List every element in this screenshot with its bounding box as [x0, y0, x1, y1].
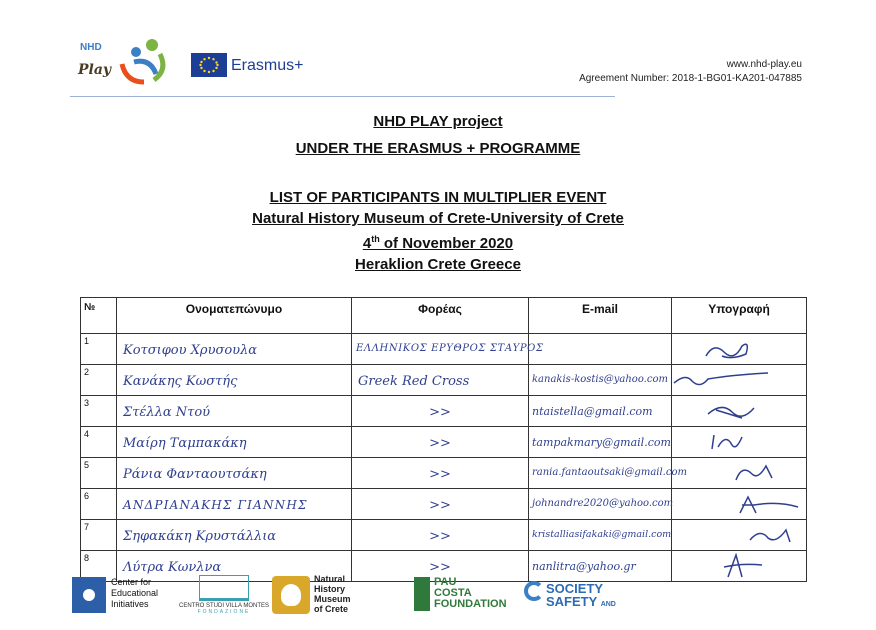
header-email: E-mail	[529, 298, 672, 334]
signature-cell	[672, 334, 807, 365]
event-date	[0, 229, 876, 254]
cei-line-2: Educational	[111, 588, 159, 598]
soc-and: AND	[600, 601, 616, 608]
email-cell	[529, 334, 672, 365]
name-cell	[117, 396, 352, 427]
header-number: №	[81, 298, 117, 334]
participants-table	[80, 297, 807, 582]
row-number: 2	[81, 365, 117, 396]
name-cell	[117, 458, 352, 489]
programme-title: UNDER THE ERASMUS + PROGRAMME	[295, 140, 581, 157]
nhm-line-3: Museum	[314, 594, 351, 604]
organization-cell	[352, 396, 529, 427]
participant-organization: >>	[429, 405, 451, 420]
nhm-line-2: History	[314, 584, 346, 594]
pau-line-1: PAU	[434, 576, 457, 588]
handwritten-signature-1	[702, 336, 772, 362]
table-row	[81, 520, 807, 551]
participant-name: Κανάκης Κωστής	[123, 374, 238, 389]
handwritten-signature-7	[746, 522, 806, 548]
organization-cell	[352, 458, 529, 489]
villa-building-icon	[199, 575, 249, 601]
nhm-line-1: Natural	[314, 574, 346, 584]
organization-cell	[352, 427, 529, 458]
villa-sub: FONDAZIONE	[197, 609, 251, 615]
participant-email: nanlitra@yahoo.gr	[532, 560, 636, 573]
organization-cell	[352, 365, 529, 396]
email-cell	[529, 458, 687, 489]
name-cell	[117, 489, 352, 520]
villa-montes-logo	[178, 575, 270, 615]
signature-cell	[672, 365, 807, 396]
signature-cell	[672, 489, 807, 520]
table-row	[81, 427, 807, 458]
event-title-block	[0, 187, 876, 275]
participant-organization: >>	[429, 560, 451, 575]
header-info	[579, 58, 802, 86]
website-link[interactable]: www.nhd-play.eu	[726, 59, 802, 70]
date-rest: of November 2020	[379, 235, 514, 252]
signature-cell	[672, 396, 807, 427]
pau-line-3: FOUNDATION	[434, 598, 507, 610]
row-number: 3	[81, 396, 117, 427]
participant-name: Στέλλα Ντού	[123, 405, 211, 420]
handwritten-signature-3	[702, 398, 772, 424]
date-day: 4	[362, 235, 372, 252]
table-row	[81, 489, 807, 520]
participant-email: ntaistella@gmail.com	[532, 405, 653, 418]
participant-email: kristalliasifakaki@gmail.com	[532, 529, 672, 540]
email-cell	[529, 489, 672, 520]
name-cell	[117, 427, 352, 458]
header-signature: Υπογραφή	[672, 298, 807, 334]
society-safety-ring-icon	[524, 581, 544, 601]
participant-organization: ΕΛΛΗΝΙΚΟΣ ΕΡΥΘΡΟΣ ΣΤΑΥΡΟΣ	[356, 343, 544, 354]
row-number: 5	[81, 458, 117, 489]
signature-cell	[672, 458, 807, 489]
participant-name: Μαίρη Ταμπακάκη	[123, 436, 247, 451]
header-rule	[70, 96, 615, 97]
participant-name: Σηφακάκη Κρυστάλλια	[123, 529, 277, 544]
cei-line-1: Center for	[111, 577, 152, 587]
handwritten-signature-5	[732, 460, 792, 486]
villa-name: CENTRO STUDI VILLA MONTES	[178, 603, 269, 609]
participant-organization: >>	[429, 467, 451, 482]
email-cell	[529, 551, 672, 582]
eu-flag-icon	[191, 53, 227, 77]
table-row	[81, 334, 807, 365]
cei-line-3: Initiatives	[111, 599, 149, 609]
participant-name: Ράνια Φανταουτσάκη	[123, 467, 267, 482]
venue-title: Natural History Museum of Crete-University of Crete	[252, 210, 624, 227]
row-number: 4	[81, 427, 117, 458]
signature-cell	[672, 520, 807, 551]
date-suffix: th	[371, 234, 380, 244]
row-number: 8	[81, 551, 117, 582]
organization-cell	[352, 489, 529, 520]
name-cell	[117, 334, 352, 365]
name-cell	[117, 365, 352, 396]
nhm-line-4: of Crete	[314, 604, 349, 614]
handwritten-signature-6	[738, 491, 818, 517]
table-row	[81, 458, 807, 489]
pau-costa-mark-icon	[414, 577, 430, 611]
participant-email: kanakis-kostis@yahoo.com	[532, 374, 668, 385]
handwritten-signature-2	[672, 367, 772, 393]
pau-line-2: COSTA	[434, 587, 472, 599]
table-row	[81, 365, 807, 396]
organization-cell	[352, 520, 529, 551]
erasmus-plus-logo-text: Erasmus+	[231, 57, 304, 74]
email-cell	[529, 520, 672, 551]
participant-email: rania.fantaoutsaki@gmail.com	[532, 467, 687, 478]
header-name: Ονοματεπώνυμο	[117, 298, 352, 334]
location-title: Heraklion Crete Greece	[355, 256, 521, 273]
nhd-logo-text: NHD	[80, 42, 102, 53]
nhd-play-logo	[76, 36, 172, 88]
organization-cell	[352, 334, 544, 365]
name-cell	[117, 520, 352, 551]
participant-name: Κοτσιφου Χρυσουλα	[123, 343, 258, 358]
email-cell	[529, 396, 672, 427]
participant-organization: >>	[429, 436, 451, 451]
list-title: LIST OF PARTICIPANTS IN MULTIPLIER EVENT	[269, 189, 607, 206]
play-logo-text: Play	[78, 62, 112, 78]
participant-organization: >>	[429, 529, 451, 544]
row-number: 1	[81, 334, 117, 365]
signature-cell	[672, 551, 807, 582]
soc-line-1: SOCIETY	[546, 581, 604, 596]
soc-line-2: SAFETY	[546, 594, 598, 609]
handwritten-signature-4	[702, 429, 762, 455]
handwritten-signature-8	[722, 553, 782, 579]
email-cell	[529, 365, 672, 396]
agreement-number: Agreement Number: 2018-1-BG01-KA201-047885	[579, 73, 802, 84]
cei-emblem-icon	[72, 577, 106, 613]
table-header-row	[81, 298, 807, 334]
participant-name: ΑΝΔΡΙΑΝΑΚΗΣ ΓΙΑΝΝΗΣ	[123, 498, 308, 512]
signature-cell	[672, 427, 807, 458]
museum-emblem-icon	[272, 576, 310, 614]
participant-email: tampakmary@gmail.com	[532, 436, 671, 449]
participant-name: Λύτρα Κωνλνα	[123, 560, 222, 575]
project-title: NHD PLAY project	[373, 113, 503, 130]
people-figures-icon	[116, 36, 172, 88]
participant-email: johnandre2020@yahoo.com	[532, 498, 674, 509]
row-number: 7	[81, 520, 117, 551]
email-cell	[529, 427, 672, 458]
participant-organization: Greek Red Cross	[358, 374, 470, 389]
participant-organization: >>	[429, 498, 451, 513]
row-number: 6	[81, 489, 117, 520]
header-organization: Φορέας	[352, 298, 529, 334]
table-row	[81, 396, 807, 427]
